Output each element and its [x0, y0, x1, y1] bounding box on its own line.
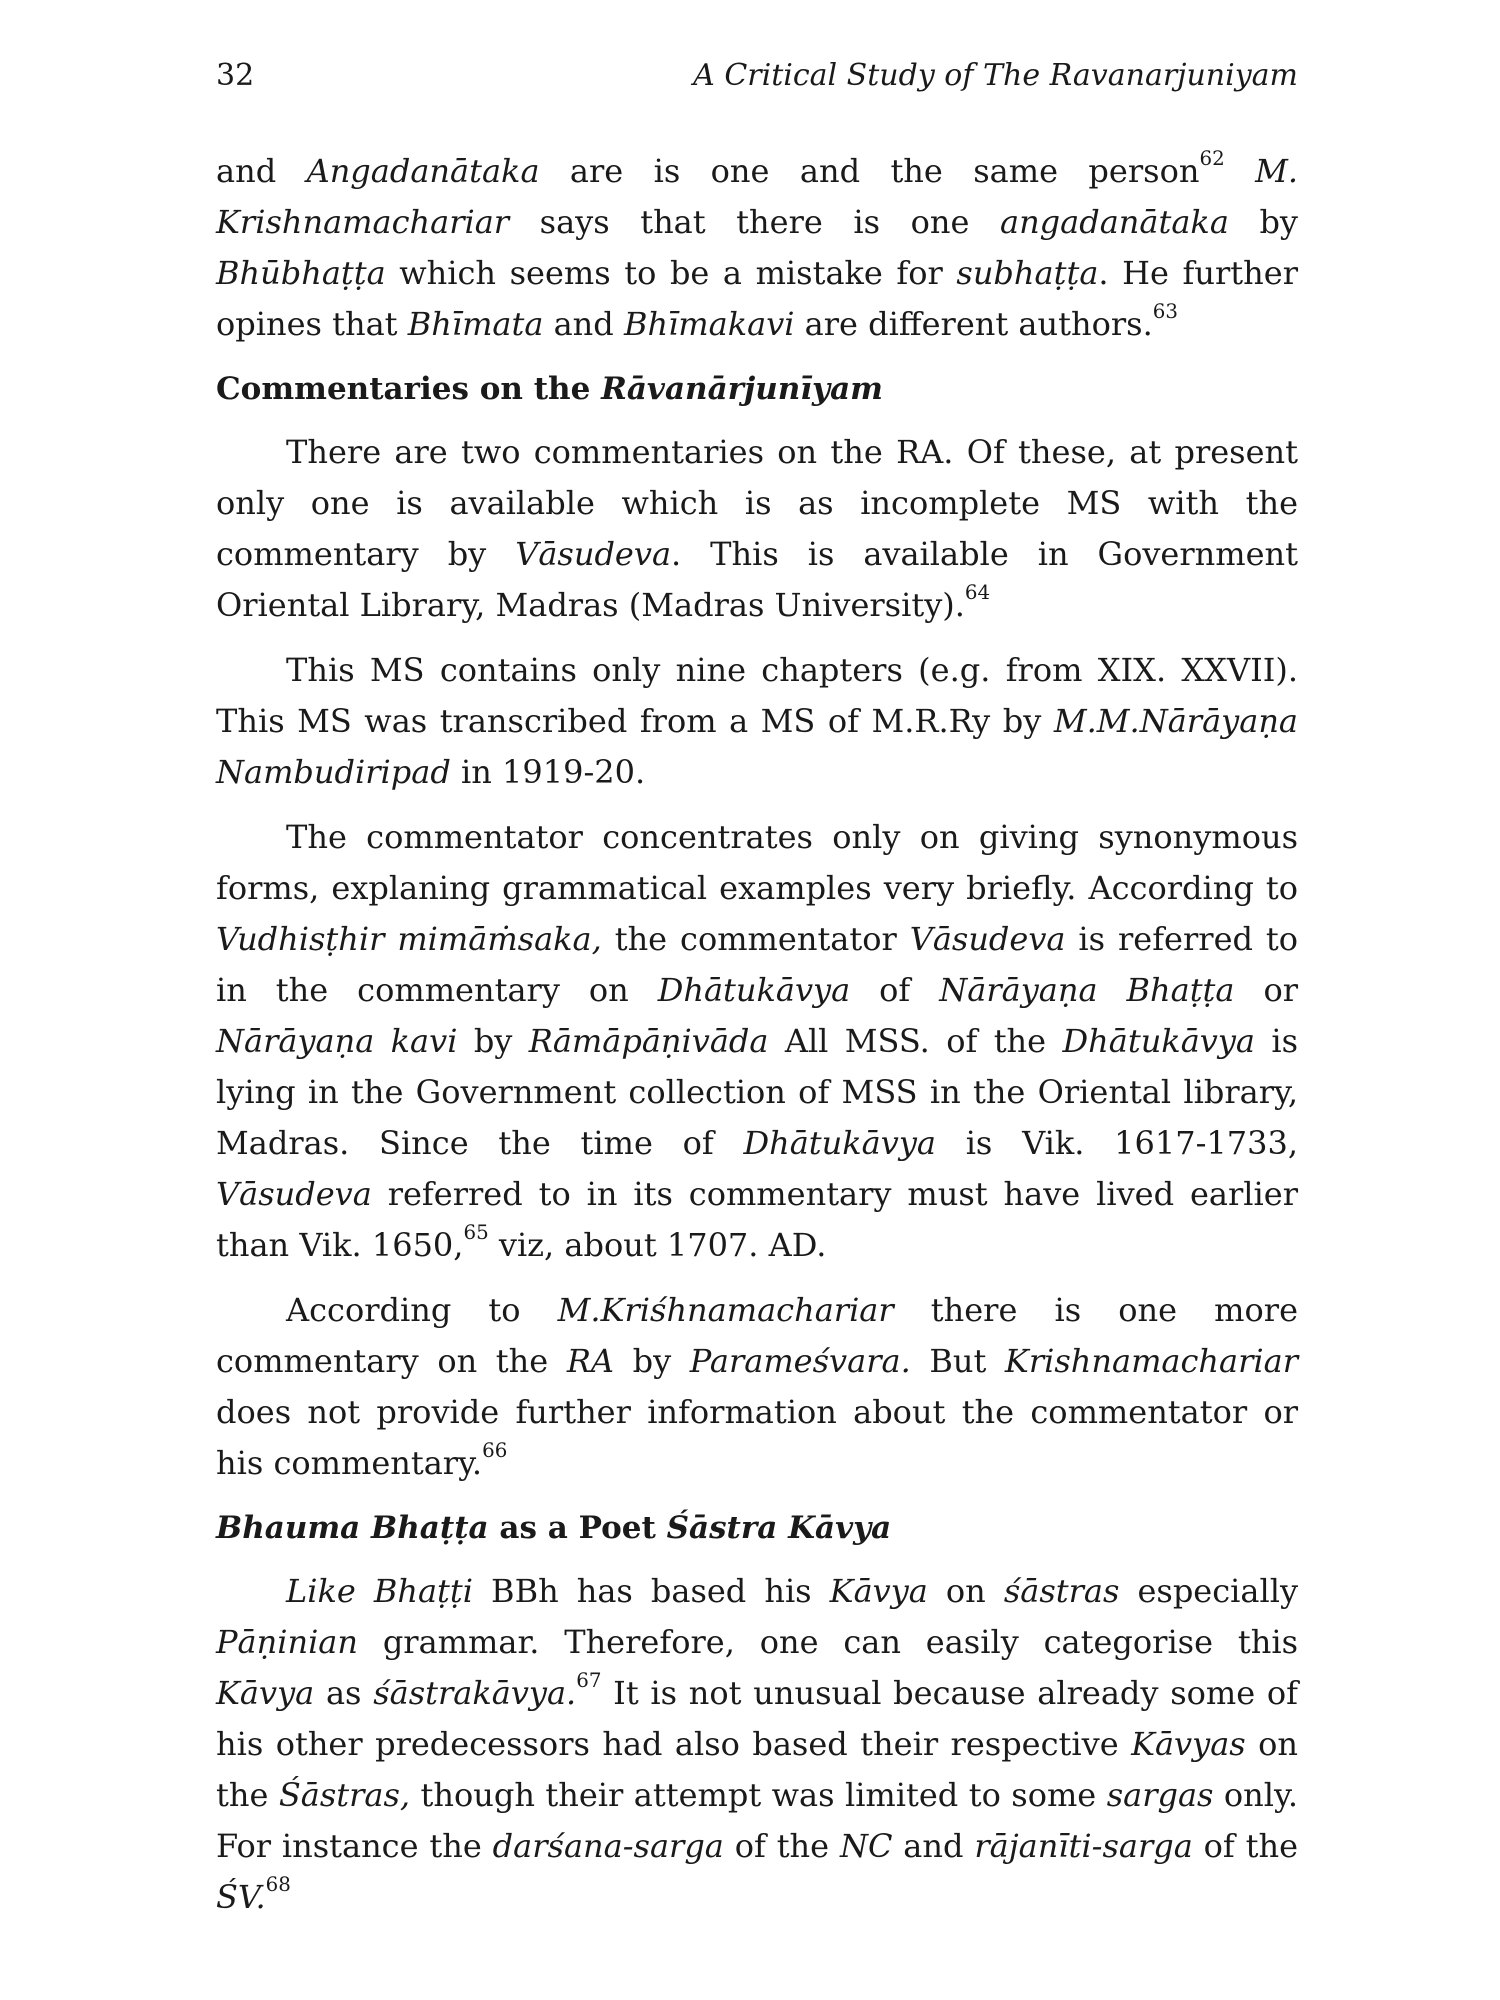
footnote-ref-63: 63 [1152, 300, 1178, 324]
footnote-ref-66: 66 [482, 1439, 508, 1463]
section-heading-commentaries: Commentaries on the Rāvanārjunīyam [216, 371, 883, 407]
paragraph-2: There are two commentaries on the RA. Of these, at present only one is available which is as incomplete MS with the commentary by Vāsudeva. This is available in Government Oriental Library, Madras (Madras University).$^{64}$ [216, 433, 1299, 624]
paragraph-1: and Angadanātaka are is one and the same person$^{62}$ M. Krishnamachariar says that there is one angadanātaka by Bhūbhaṭṭa which seems to be a mistake for subhaṭṭa. He further opines that Bhīmata and Bhīmakavi are different authors.$^{63}$ [216, 147, 1299, 343]
paragraph-5: According to M.Kriśhnamachariar there is one more commentary on the RA by Parameśvara. But Krishnamachariar does not provide further information about the commentator or his commentary.$^{66}$ [216, 1291, 1299, 1482]
footnote-ref-62: 62 [1199, 147, 1225, 171]
footnote-ref-68: 68 [265, 1873, 291, 1897]
page-body [216, 146, 1298, 1923]
paragraph-3: This MS contains only nine chapters (e.g. from XIX. XXVII). This MS was transcribed from a MS of M.R.Ry by M.M.Nārāyaṇa Nambudiripad in 1919-20. [216, 651, 1298, 791]
running-header [216, 50, 1298, 102]
page-number: 32 [216, 58, 255, 93]
footnote-ref-67: 67 [576, 1669, 602, 1693]
footnote-ref-64: 64 [964, 581, 991, 605]
footnote-ref-65: 65 [463, 1221, 489, 1245]
paragraph-6: Like Bhaṭṭi BBh has based his Kāvya on śāstras especially Pāṇinian grammar. Therefore, one can easily categorise this Kāvya as śāstrakāvya.$^{67}$ It is not unusual because already some of his other predecessors had also based their respective Kāvyas on the Śāstras, though their attempt was limited to some sargas only. For instance the darśana-sarga of the NC and rājanīti-sarga of the ŚV.$^{68}$ [216, 1572, 1299, 1916]
running-title: A Critical Study of The Ravanarjuniyam [693, 58, 1298, 93]
paragraph-4: The commentator concentrates only on giving synonymous forms, explaning grammatical examples very briefly. According to Vudhisṭhir mimāṁsaka, the commentator Vāsudeva is referred to in the commentary on Dhātukāvya of Nārāyaṇa Bhaṭṭa or Nārāyaṇa kavi by Rāmāpāṇivāda All MSS. of the Dhātukāvya is lying in the Government collection of MSS in the Oriental library, Madras. Since the time of Dhātukāvya is Vik. 1617-1733, Vāsudeva referred to in its commentary must have lived earlier than Vik. 1650,65 viz, about 1707. AD. [216, 818, 1299, 1264]
section-heading-bhauma-bhatta: Bhauma Bhaṭṭa as a Poet Śāstra Kāvya [216, 1510, 892, 1546]
book-page [216, 50, 1298, 1923]
